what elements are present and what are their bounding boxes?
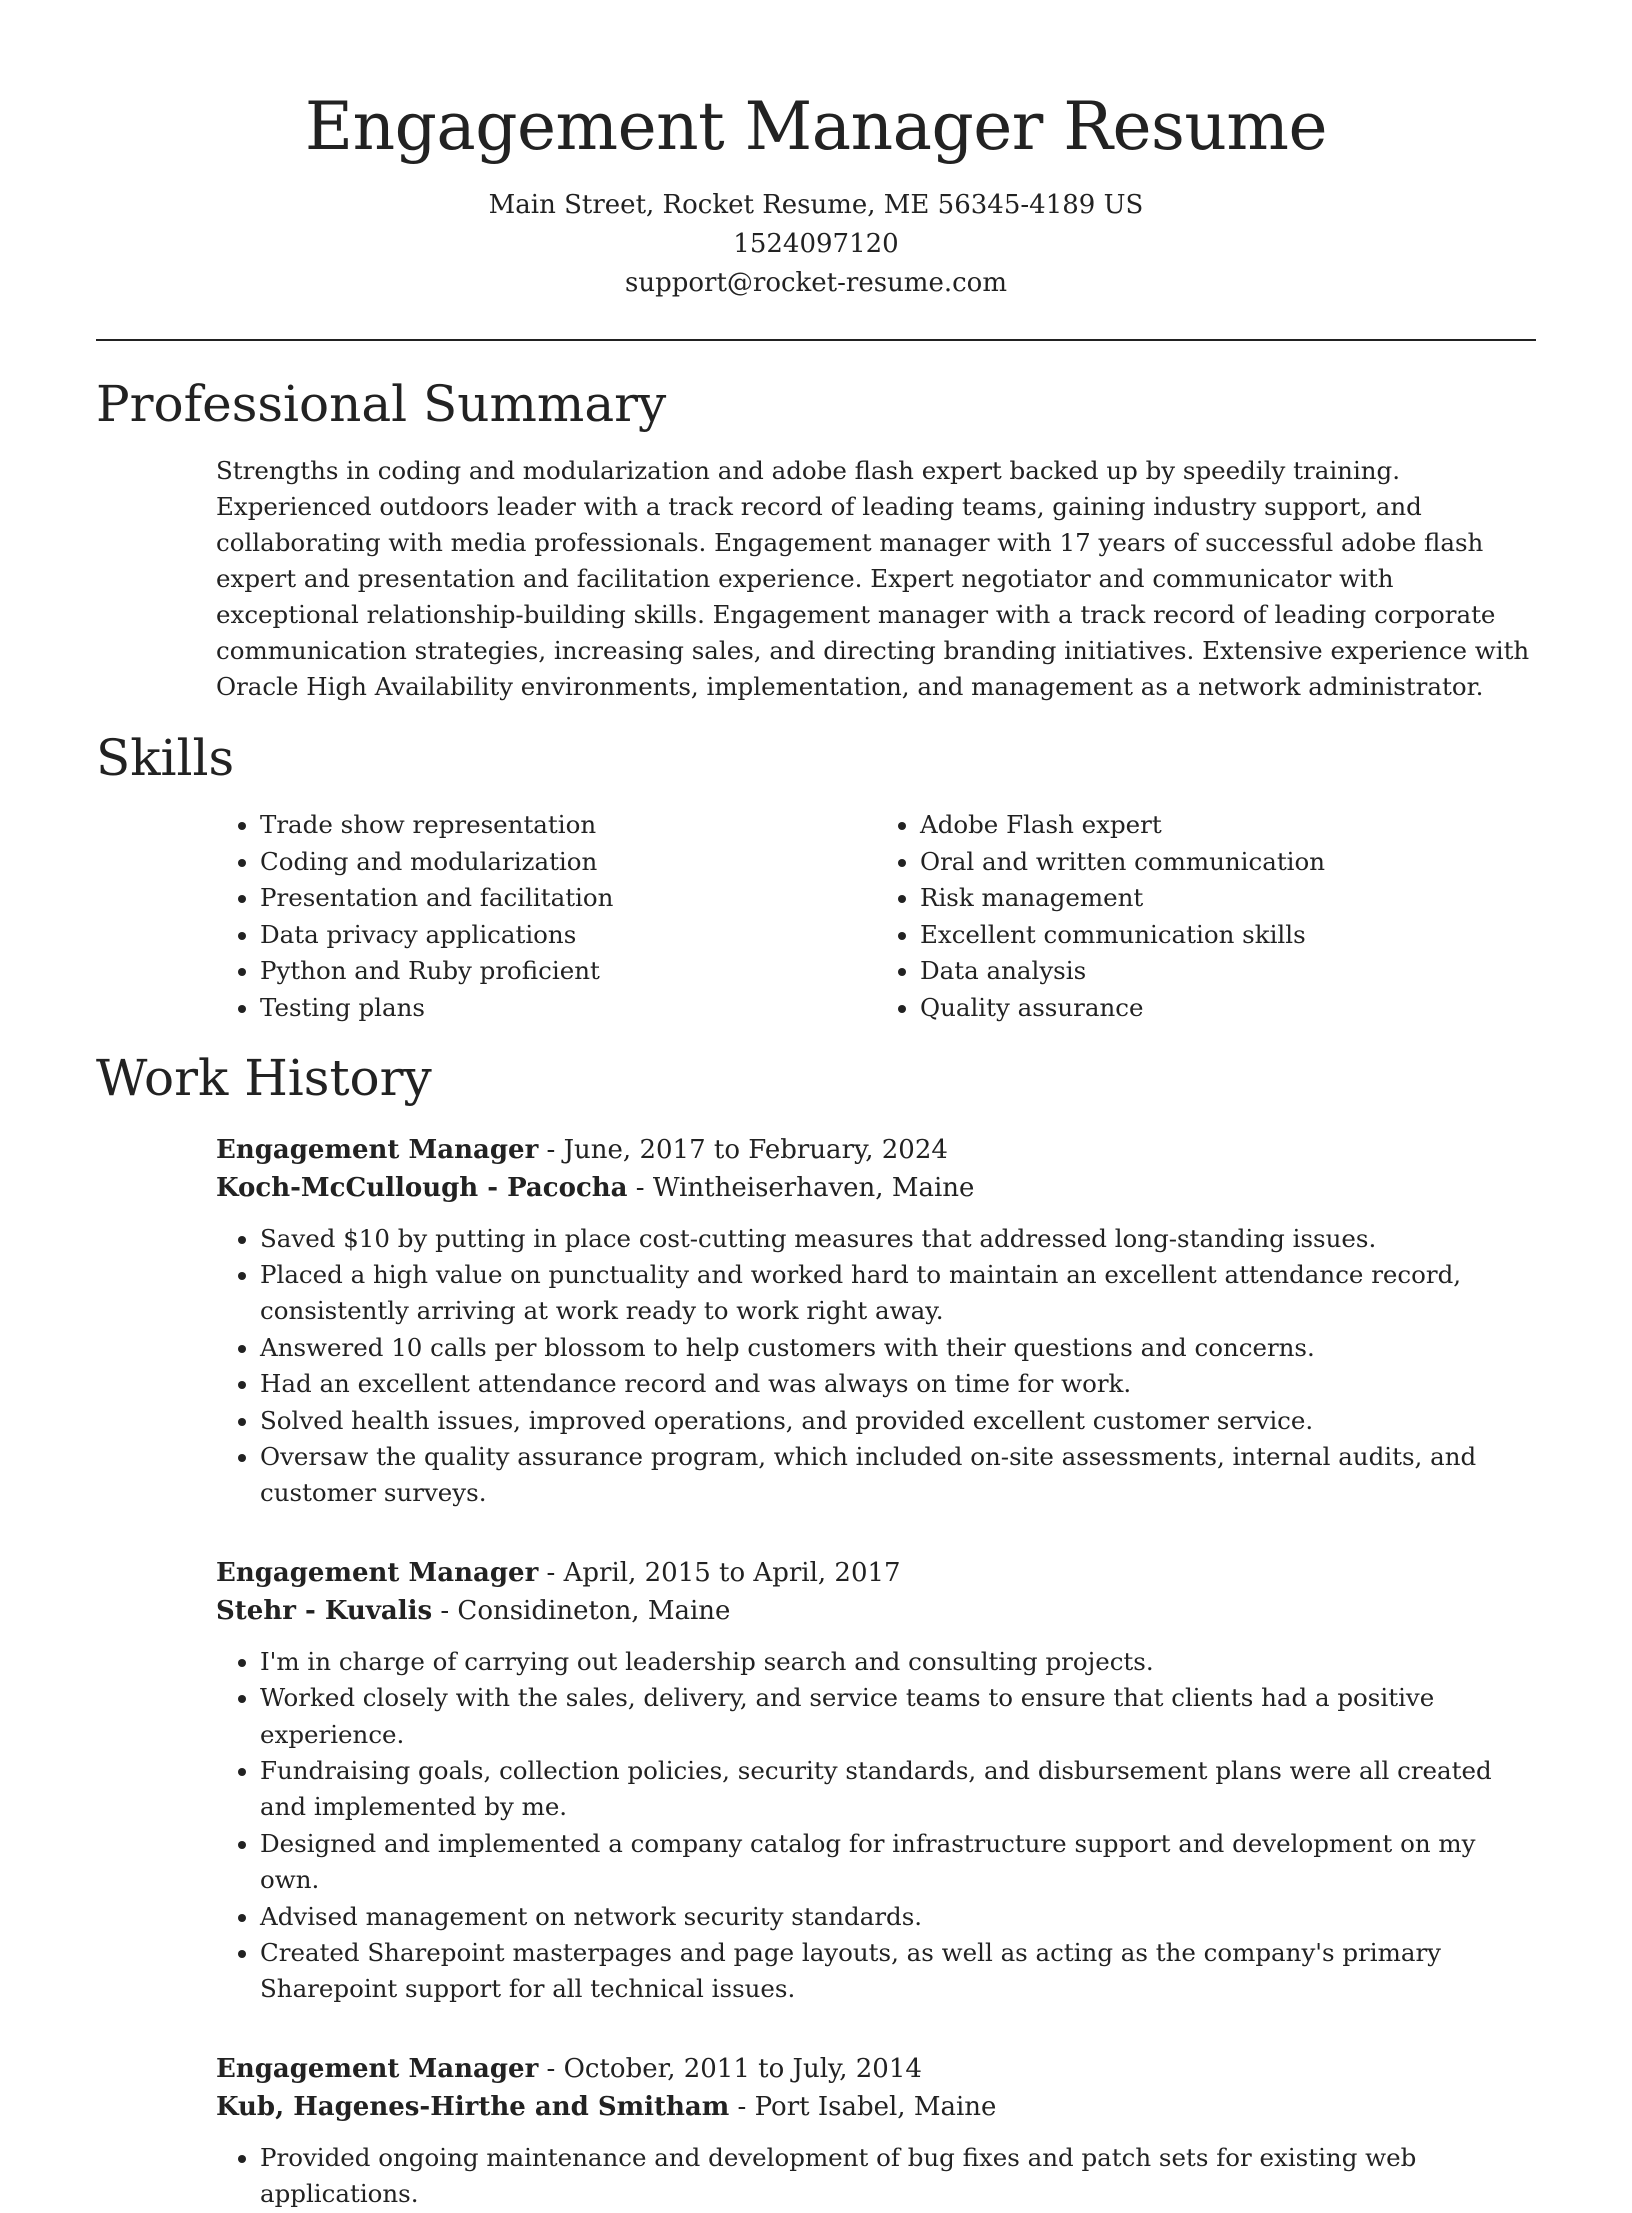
job-company: Koch-McCullough - Pacocha [216, 1172, 628, 1203]
job-dates: - October, 2011 to July, 2014 [538, 2053, 922, 2084]
job-bullet: • Oversaw the quality assurance program, which included on-site assessments, internal audits, and customer surveys. [260, 1439, 1536, 1512]
header-divider [96, 339, 1536, 341]
job-title: Engagement Manager [216, 2053, 539, 2084]
skills-column-left [216, 807, 876, 1027]
job-entry [216, 2050, 1536, 2213]
job-location: - Wintheiserhaven, Maine [627, 1172, 975, 1203]
resume-header [96, 0, 1536, 303]
skill-item: • Trade show representation [260, 807, 876, 844]
work-history-heading: Work History [96, 1048, 432, 1107]
job-bullet: • Placed a high value on punctuality and worked hard to maintain an excellent attendance record, consistently arriving at work ready to work right away. [260, 1257, 1536, 1330]
skill-item: • Adobe Flash expert [920, 807, 1536, 844]
job-title: Engagement Manager [216, 1134, 539, 1165]
skill-item: • Quality assurance [920, 990, 1536, 1027]
job-bullet: • Advised management on network security standards. [260, 1899, 1536, 1935]
contact-info [96, 186, 1536, 303]
job-location: - Port Isabel, Maine [729, 2091, 997, 2122]
job-bullet: • Saved $10 by putting in place cost-cutting measures that addressed long-standing issues. [260, 1221, 1536, 1257]
job-company: Kub, Hagenes-Hirthe and Smitham [216, 2091, 730, 2122]
phone: 1524097120 [733, 229, 899, 259]
job-bullet: • Created Sharepoint masterpages and page layouts, as well as acting as the company's primary Sharepoint support for all technical issues. [260, 1935, 1536, 2008]
skill-item: • Presentation and facilitation [260, 880, 876, 917]
skills-column-right [876, 807, 1536, 1027]
job-bullets [216, 1221, 1536, 1512]
resume-page [96, 0, 1536, 2213]
email: support@rocket-resume.com [624, 268, 1007, 298]
job-company-line [216, 1592, 1536, 1630]
job-title-line [216, 1131, 1536, 1169]
job-bullets [216, 1644, 1536, 2008]
job-bullet: • Provided ongoing maintenance and development of bug fixes and patch sets for existing web applications. [260, 2140, 1536, 2213]
job-company-line [216, 2088, 1536, 2126]
job-dates: - June, 2017 to February, 2024 [538, 1134, 948, 1165]
job-bullets [216, 2140, 1536, 2213]
job-title-line [216, 2050, 1536, 2088]
job-bullet: • Fundraising goals, collection policies, security standards, and disbursement plans were all created and implemented by me. [260, 1753, 1536, 1826]
job-bullet: • Had an excellent attendance record and was always on time for work. [260, 1366, 1536, 1402]
address: Main Street, Rocket Resume, ME 56345-4189 US [488, 190, 1144, 220]
skill-item: • Testing plans [260, 990, 876, 1027]
job-location: - Considineton, Maine [432, 1595, 731, 1626]
job-bullet: • Worked closely with the sales, delivery, and service teams to ensure that clients had a positive experience. [260, 1680, 1536, 1753]
skill-item: • Excellent communication skills [920, 917, 1536, 954]
page-title: Engagement Manager Resume [304, 88, 1328, 165]
job-bullet: • Answered 10 calls per blossom to help customers with their questions and concerns. [260, 1330, 1536, 1366]
job-title-line [216, 1554, 1536, 1592]
skill-item: • Data analysis [920, 953, 1536, 990]
skills-list [216, 807, 1536, 1027]
skill-item: • Coding and modularization [260, 844, 876, 881]
summary-text: Strengths in coding and modularization and adobe flash expert backed up by speedily training. Experienced outdoors leader with a track record of leading teams, gaining industry support, and collaborating with media professionals. Engagement manager with 17 years of successful adobe flash expert and presentation and facilitation experience. Expert negotiator and communicator with exceptional relationship-building skills. Engagement manager with a track record of leading corporate communication strategies, increasing sales, and directing branding initiatives. Extensive experience with Oracle High Availability environments, implementation, and management as a network administrator. [216, 456, 1530, 701]
job-bullet: • Designed and implemented a company catalog for infrastructure support and development on my own. [260, 1826, 1536, 1899]
summary-heading: Professional Summary [96, 375, 667, 433]
job-dates: - April, 2015 to April, 2017 [538, 1557, 901, 1588]
job-entry [216, 1554, 1536, 2008]
skill-item: • Oral and written communication [920, 844, 1536, 881]
job-bullet: • Solved health issues, improved operations, and provided excellent customer service. [260, 1403, 1536, 1439]
job-title: Engagement Manager [216, 1557, 539, 1588]
skill-item: • Data privacy applications [260, 917, 876, 954]
skill-item: • Risk management [920, 880, 1536, 917]
job-bullet: • I'm in charge of carrying out leadership search and consulting projects. [260, 1644, 1536, 1680]
skills-heading: Skills [96, 729, 235, 787]
job-entry [216, 1131, 1536, 1512]
job-company: Stehr - Kuvalis [216, 1595, 433, 1626]
job-company-line [216, 1169, 1536, 1207]
skill-item: • Python and Ruby proficient [260, 953, 876, 990]
